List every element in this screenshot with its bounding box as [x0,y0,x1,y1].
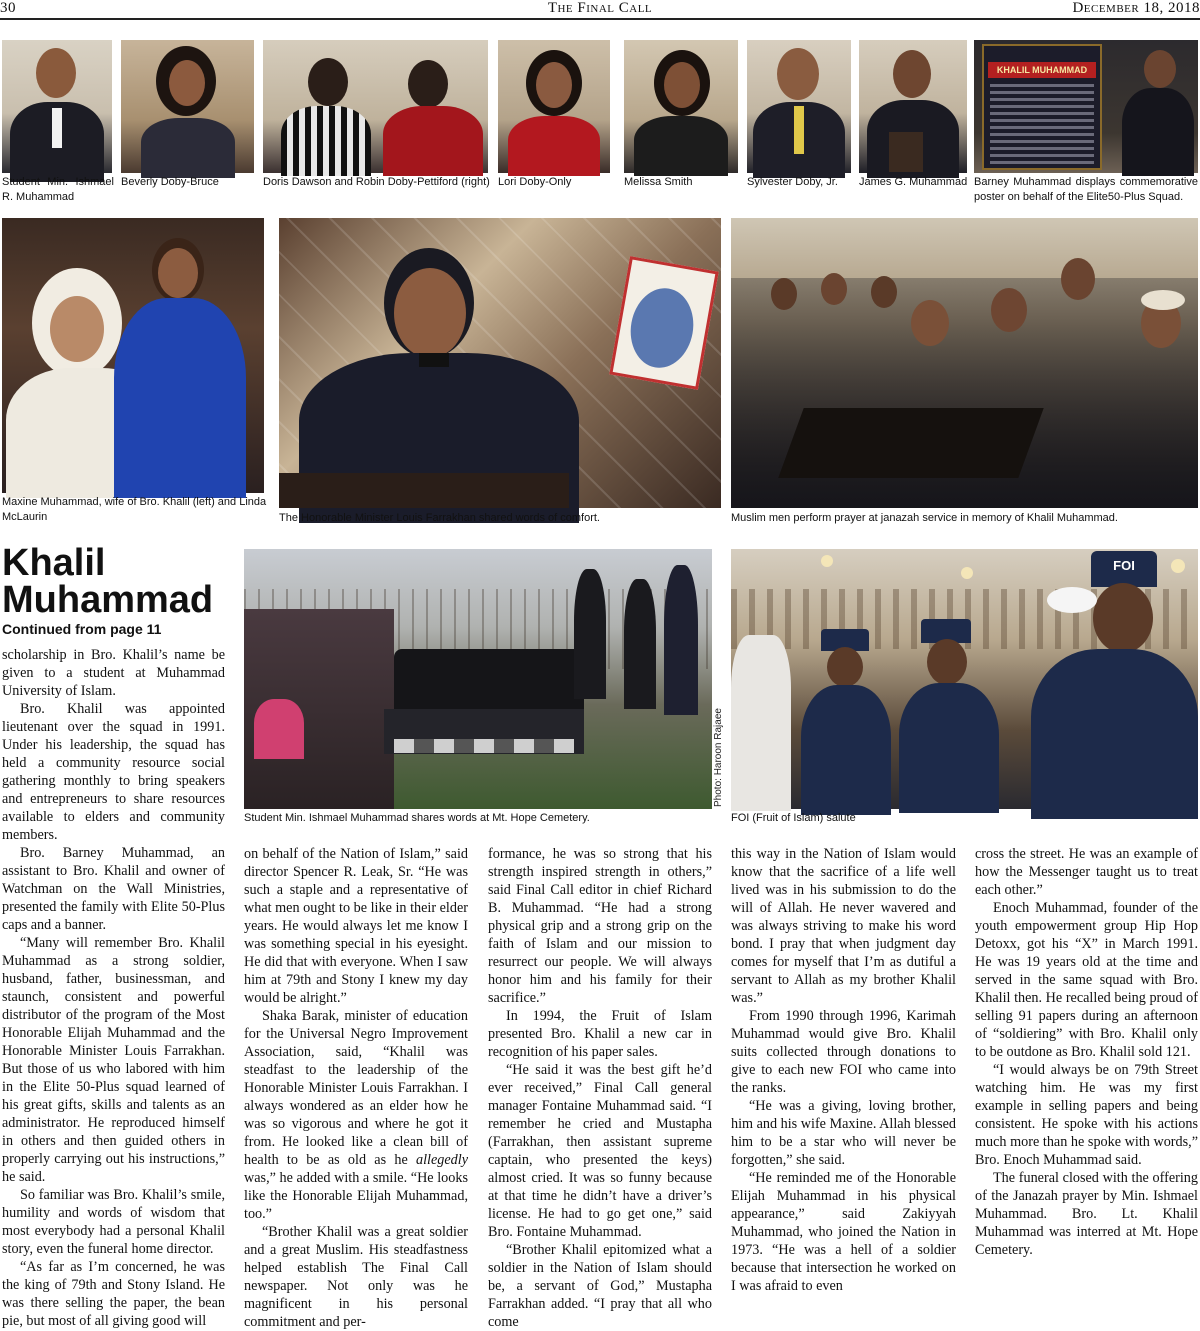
article-column-5 [975,845,1198,1296]
photo-maxine-linda [2,218,264,493]
paragraph: Bro. Khalil was appointed lieutenant over the squad in 1991. Under his leadership, the squad has held a community resource social gathering monthly to bring speakers and entrepreneurs to share resources available to elders and community members. [2,701,225,843]
issue-date: December 18, 2018 [1072,0,1200,16]
caption-barney: Barney Muhammad displays commemorative poster on behalf of the Elite50-Plus Squad. [974,176,1198,203]
paragraph: this way in the Nation of Islam would know that the sacrifice of a life well lived was in his submission to do the will of Allah. He never wavered and was always striving to make his word bond. I pray that when judgment day comes for myself that I’m as dutiful a servant to Allah as my brother Khalil was.” [731,846,956,1006]
text-run: Shaka Barak, minister of education for the Universal Negro Improvement Association, said, “Khalil was steadfast to the leadership of the Honorable Minister Louis Farrakhan. I always wondered as an elder how he was so vigorous and where he got it from. He looked like a clean bill of health to be as old as he [244,1008,468,1168]
caption-ishmael: Student Min. Ishmael R. Muhammad [2,176,114,203]
photo-farrakhan [279,218,721,508]
photo-foi-salute [731,549,1198,809]
paragraph: From 1990 through 1996, Karimah Muhammad would give Bro. Khalil suits collected through donations to give to each new FOI who came into the ranks. [731,1008,956,1096]
paragraph: So familiar was Bro. Khalil’s smile, humility and words of wisdom that most everybody had a personal Khalil story, even the funeral home director. [2,1187,225,1257]
page-header [0,0,1200,20]
paragraph: “Many will remember Bro. Khalil Muhammad as a strong soldier, husband, father, businessman, and staunch, consistent and powerful distributor of the program of the Most Honorable Elijah Muhammad and the Honorable Minister Louis Farrakhan. But those of us who labored with him in the Elite 50-Plus squad learned of his great gifts, skills and talents as an administrator. He reproduced himself in others and then guided others in properly carrying out his instructions,” he said. [2,935,225,1185]
photo-melissa [624,40,738,173]
photo-cemetery [244,549,712,809]
article-column-4 [731,845,956,1296]
paragraph: “He said it was the best gift he’d ever received,” Final Call general manager Fontaine Muhammad said. “I remember he cried and Mustapha (Farrakhan, then assistant supreme captain, who presented the keys) almost cried. It was so funny because at that time he didn’t have a driver’s license. He had to go get one,” said Bro. Fontaine Muhammad. [488,1062,712,1240]
photo-lori [498,40,610,173]
article-column-2 [244,845,468,1330]
caption-sylvester: Sylvester Doby, Jr. [747,176,838,188]
caption-doris-robin: Doris Dawson and Robin Doby-Pettiford (right) [263,176,490,188]
caption-melissa: Melissa Smith [624,176,693,188]
paragraph: “He was a giving, loving brother, him and his wife Maxine. Allah blessed him to be a star who will never be forgotten,” she said. [731,1098,956,1168]
photo-doris-robin [263,40,488,173]
poster-title: KHALIL MUHAMMAD [988,62,1096,78]
article-headline: Khalil Muhammad [2,542,214,621]
page-number: 30 [0,0,16,16]
caption-maxine: Maxine Muhammad, wife of Bro. Khalil (left) and Linda McLaurin [2,496,267,523]
photo-beverly [121,40,254,173]
paragraph: “Brother Khalil was a great soldier and a great Muslim. His steadfastness helped establish The Final Call newspaper. Not only was he magnificent in his personal commitment and per- [244,1224,468,1330]
paragraph: cross the street. He was an example of how the Messenger taught us to treat each other.” [975,846,1198,898]
paragraph: Enoch Muhammad, founder of the youth empowerment group Hip Hop Detoxx, got his “X” in March 1991. He was 19 years old at the time and served in the same squad with Bro. Khalil then. He recalled being proud of selling 91 papers during an afternoon of “soldiering” with Bro. Khalil only to be outdone as Bro. Khalil sold 121. [975,900,1198,1060]
paragraph: on behalf of the Nation of Islam,” said director Spencer R. Leak, Sr. “He was such a staple and a representative of what men ought to be like in their elder years. He would always let me know I was something special in his eyesight. He did that with everyone. When I saw him at 79th and Stony I knew my day would be alright.” [244,846,468,1006]
caption-prayer: Muslim men perform prayer at janazah service in memory of Khalil Muhammad. [731,512,1118,524]
continued-label: Continued from page 11 [2,621,162,637]
foi-cap-badge: FOI [1091,551,1157,587]
paragraph: “As far as I’m concerned, he was the king of 79th and Stony Island. He was there selling the paper, the bean pie, but most of all giving good will [2,1259,225,1329]
caption-lori: Lori Doby-Only [498,176,572,188]
article-column-1 [2,646,225,1329]
paragraph: In 1994, the Fruit of Islam presented Bro. Khalil a new car in recognition of his paper sales. [488,1008,712,1060]
photo-ishmael [2,40,112,173]
text-run: was,” he added with a smile. “He looks like the Honorable Elijah Muhammad, too.” [244,1170,468,1222]
paragraph [244,1007,468,1223]
paragraph: formance, he was so strong that his strength inspired strength in others,” said Final Call editor in chief Richard B. Muhammad. “He had a strong physical grip and a strong grip on the faith of Islam and our mission to resurrect our people. We will always honor him and his family for their sacrifice.” [488,846,712,1006]
caption-beverly: Beverly Doby-Bruce [121,176,219,188]
caption-foi: FOI (Fruit of Islam) salute [731,812,856,824]
photo-credit: Photo: Haroon Rajaee [713,708,724,807]
paragraph: scholarship in Bro. Khalil’s name be given to a student at Muhammad University of Islam. [2,647,225,699]
photo-james [859,40,967,173]
photo-barney-poster [974,40,1198,173]
paragraph: “I would always be on 79th Street watching him. He was my first example in selling papers and being consistent. He spoke with his actions much more than he spoke with words,” Bro. Enoch Muhammad said. [975,1062,1198,1168]
photo-prayer [731,218,1198,508]
paragraph: The funeral closed with the offering of the Janazah prayer by Min. Ishmael Muhammad. Bro. Lt. Khalil Muhammad was interred at Mt. Hope Cemetery. [975,1170,1198,1258]
article-column-3 [488,845,712,1330]
caption-cemetery: Student Min. Ishmael Muhammad shares words at Mt. Hope Cemetery. [244,812,590,824]
photo-sylvester [747,40,851,173]
caption-james: James G. Muhammad [859,176,968,188]
paragraph: “Brother Khalil epitomized what a soldier in the Nation of Islam should be, a servant of God,” Mustapha Farrakhan added. “I pray that all who come [488,1242,712,1330]
emphasis: allegedly [416,1152,468,1168]
publication-title: The Final Call [547,0,653,16]
caption-farrakhan: The Honorable Minister Louis Farrakhan shared words of comfort. [279,512,600,524]
paragraph: “He reminded me of the Honorable Elijah Muhammad in his physical appearance,” said Zakiyyah Muhammad, who joined the Nation in 1973. “He was a hell of a soldier because that intersection he worked on I was afraid to even [731,1170,956,1294]
paragraph: Bro. Barney Muhammad, an assistant to Bro. Khalil and owner of Watchman on the Wall Ministries, presented the family with Elite 50-Plus caps and a banner. [2,845,225,933]
